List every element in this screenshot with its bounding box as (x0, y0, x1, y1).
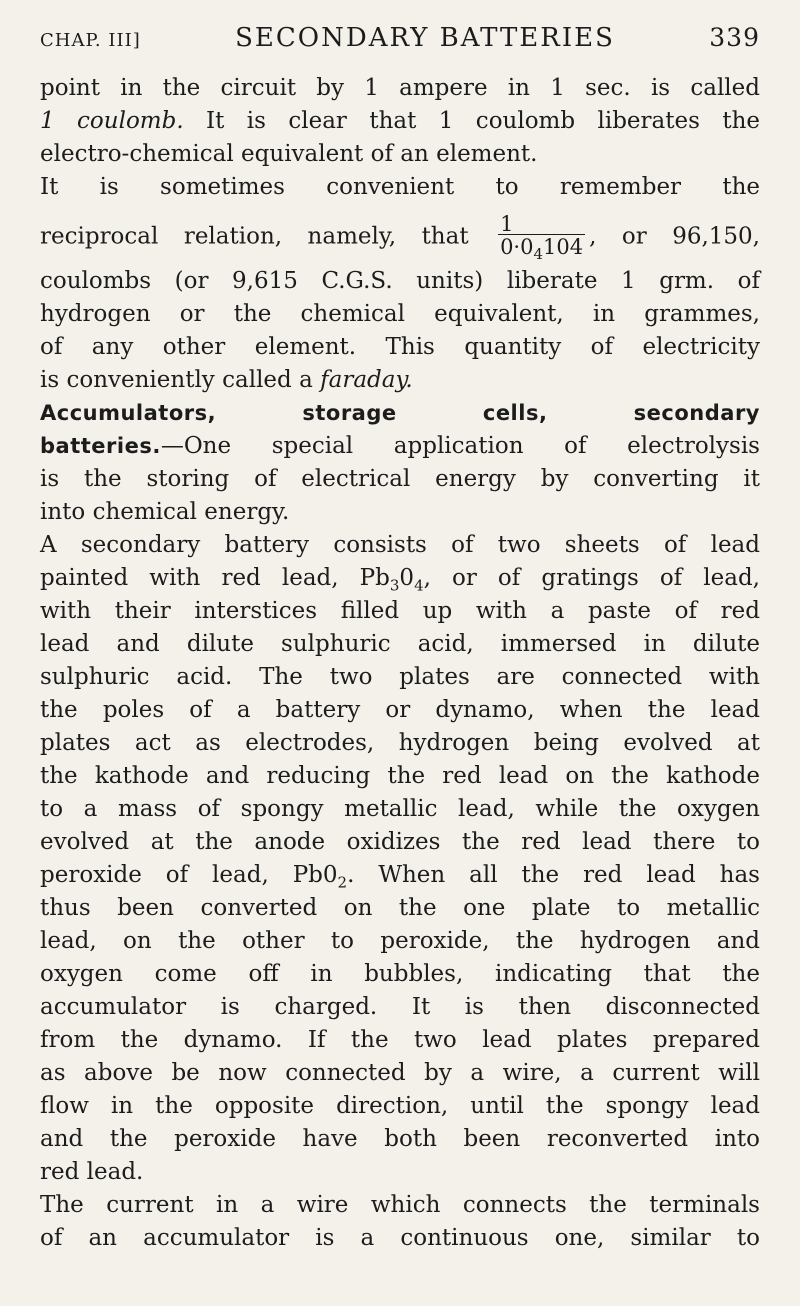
page-heading: SECONDARY BATTERIES (235, 23, 615, 53)
text-line: with their interstices filled up with a paste of red (40, 598, 760, 624)
text-line (40, 562, 760, 595)
text-span: painted with red lead, Pb (40, 565, 390, 591)
text-line: of any other element. This quantity of electricity (40, 334, 760, 360)
paragraph-accumulators (40, 397, 760, 529)
formula-subscript: 4 (414, 576, 424, 595)
section-heading-line (40, 397, 760, 430)
text-span: is conveniently called a (40, 367, 321, 393)
text-line: into chemical energy. (40, 499, 290, 525)
text-line: and the peroxide have both been reconverted into (40, 1126, 760, 1152)
text-line: lead, on the other to peroxide, the hydrogen and (40, 928, 760, 954)
text-line: The current in a wire which connects the terminals (40, 1192, 760, 1218)
text-line: the poles of a battery or dynamo, when the lead (40, 697, 760, 723)
text-line: A secondary battery consists of two sheets of lead (40, 532, 760, 558)
text-line: oxygen come off in bubbles, indicating that the (40, 961, 760, 987)
text-span: reciprocal relation, namely, that (40, 223, 469, 250)
paragraph-faraday (40, 171, 760, 397)
text-line: to a mass of spongy metallic lead, while the oxygen (40, 796, 760, 822)
text-line: sulphuric acid. The two plates are connected with (40, 664, 760, 690)
denominator-subscript: 4 (533, 245, 544, 264)
text-span: It is clear that 1 coulomb liberates the (183, 108, 760, 134)
page-number: 339 (709, 23, 760, 52)
section-heading: Accumulators, storage cells, secondary (40, 401, 760, 425)
formula-subscript: 3 (389, 576, 400, 595)
fraction-denominator (498, 234, 585, 264)
text-span: —One special application of electrolysis (160, 433, 760, 459)
text-line: the kathode and reducing the red lead on the kathode (40, 763, 760, 789)
text-line: electro-chemical equivalent of an element. (40, 141, 538, 167)
text-line: plates act as electrodes, hydrogen being evolved at (40, 730, 760, 756)
reciprocal-fraction (498, 212, 585, 264)
paragraph-coulomb (40, 72, 760, 171)
text-line (40, 364, 760, 397)
text-line: hydrogen or the chemical equivalent, in grammes, (40, 301, 760, 327)
text-line: is the storing of electrical energy by converting it (40, 466, 760, 492)
fraction-numerator: 1 (500, 212, 514, 236)
text-line (40, 430, 760, 463)
denominator-part: 0·0 (500, 235, 534, 259)
running-head (40, 16, 760, 60)
text-line: coulombs (or 9,615 C.G.S. units) liberate 1 grm. of (40, 268, 760, 294)
body-text (40, 72, 760, 1255)
text-line (40, 859, 760, 892)
text-span: . When all the red lead has (347, 862, 760, 888)
text-span: peroxide of lead, Pb0 (40, 862, 338, 888)
formula-subscript: 2 (337, 873, 348, 892)
text-span: , or of gratings of lead, (423, 565, 760, 591)
paragraph-current (40, 1189, 760, 1255)
section-heading: batteries. (40, 434, 161, 458)
text-line: lead and dilute sulphuric acid, immersed in dilute (40, 631, 760, 657)
text-line: as above be now connected by a wire, a current will (40, 1060, 760, 1086)
text-line: flow in the opposite direction, until the spongy lead (40, 1093, 760, 1119)
text-line: red lead. (40, 1159, 144, 1185)
denominator-part: 104 (543, 235, 584, 259)
term-coulomb: 1 coulomb. (40, 108, 184, 134)
text-line: thus been converted on the one plate to metallic (40, 895, 760, 921)
text-line: point in the circuit by 1 ampere in 1 sec. is called (40, 75, 760, 101)
chapter-label: CHAP. III] (40, 30, 141, 51)
text-line: accumulator is charged. It is then disconnected (40, 994, 760, 1020)
text-line (40, 105, 760, 138)
term-faraday: faraday. (320, 367, 413, 393)
paragraph-secondary-battery (40, 529, 760, 1189)
text-span: 0 (399, 565, 415, 591)
text-span: , or 96,150, (589, 223, 760, 250)
text-line: It is sometimes convenient to remember the (40, 174, 760, 200)
text-line-with-fraction (40, 204, 760, 265)
text-line: evolved at the anode oxidizes the red lead there to (40, 829, 760, 855)
text-line: from the dynamo. If the two lead plates prepared (40, 1027, 760, 1053)
text-line: of an accumulator is a continuous one, similar to (40, 1225, 760, 1251)
